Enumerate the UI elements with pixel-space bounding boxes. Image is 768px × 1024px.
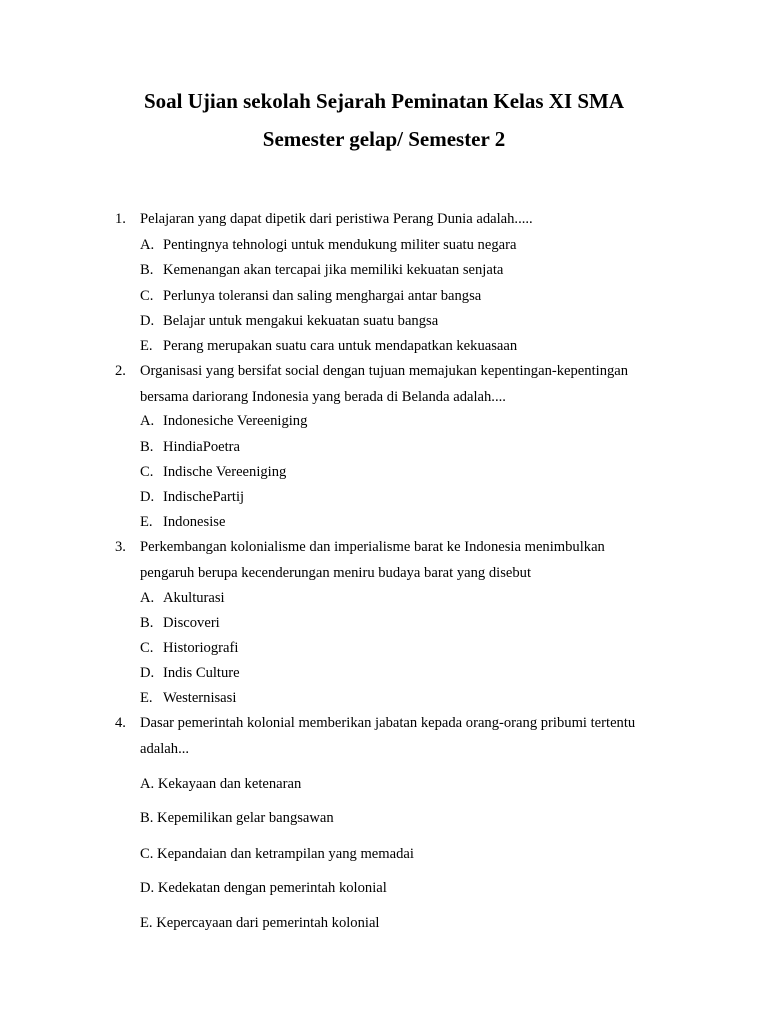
option-letter: D. bbox=[140, 313, 155, 329]
document-title: Soal Ujian sekolah Sejarah Peminatan Kelas XI SMA bbox=[143, 89, 625, 113]
option-text: Historiografi bbox=[163, 640, 239, 656]
option-text: Kemenangan akan tercapai jika memiliki kekuatan senjata bbox=[163, 262, 504, 278]
option-text: Perlunya toleransi dan saling menghargai antar bangsa bbox=[163, 288, 482, 304]
option-text: Westernisasi bbox=[163, 690, 237, 706]
document-subtitle: Semester gelap/ Semester 2 bbox=[262, 127, 506, 151]
option-text: D. Kedekatan dengan pemerintah kolonial bbox=[140, 880, 387, 896]
option-text: Perang merupakan suatu cara untuk mendapatkan kekuasaan bbox=[163, 338, 518, 354]
question-number: 4. bbox=[115, 715, 126, 731]
option-text: Akulturasi bbox=[163, 590, 225, 606]
question-text: Organisasi yang bersifat social dengan tujuan memajukan kepentingan-kepentingan bbox=[140, 363, 629, 379]
option-text: Belajar untuk mengakui kekuatan suatu bangsa bbox=[163, 313, 439, 329]
option-letter: B. bbox=[140, 439, 154, 455]
option-letter: B. bbox=[140, 615, 154, 631]
option-letter: C. bbox=[140, 288, 154, 304]
option-letter: D. bbox=[140, 489, 155, 505]
option-letter: A. bbox=[140, 413, 155, 429]
option-letter: E. bbox=[140, 338, 153, 354]
question-text-continued: pengaruh berupa kecenderungan meniru budaya barat yang disebut bbox=[140, 565, 532, 581]
question-number: 3. bbox=[115, 539, 126, 555]
option-text: Pentingnya tehnologi untuk mendukung militer suatu negara bbox=[163, 237, 517, 253]
option-text: HindiaPoetra bbox=[163, 439, 241, 455]
option-letter: A. bbox=[140, 590, 155, 606]
question-number: 2. bbox=[115, 363, 126, 379]
question-text-continued: adalah... bbox=[140, 741, 190, 757]
option-letter: B. bbox=[140, 262, 154, 278]
question-text: Dasar pemerintah kolonial memberikan jabatan kepada orang-orang pribumi tertentu bbox=[140, 715, 636, 731]
question-number: 1. bbox=[115, 211, 126, 227]
option-text: C. Kepandaian dan ketrampilan yang memadai bbox=[140, 846, 414, 862]
option-letter: E. bbox=[140, 514, 153, 530]
option-text: B. Kepemilikan gelar bangsawan bbox=[140, 810, 334, 826]
option-text: Indis Culture bbox=[163, 665, 240, 681]
question-text: Perkembangan kolonialisme dan imperialisme barat ke Indonesia menimbulkan bbox=[140, 539, 605, 555]
option-text: A. Kekayaan dan ketenaran bbox=[140, 776, 302, 792]
option-letter: C. bbox=[140, 464, 154, 480]
option-text: Indonesiche Vereeniging bbox=[163, 413, 308, 429]
question-text: Pelajaran yang dapat dipetik dari peristiwa Perang Dunia adalah..... bbox=[140, 211, 533, 227]
option-letter: D. bbox=[140, 665, 155, 681]
option-text: Discoveri bbox=[163, 615, 220, 631]
option-text: Indische Vereeniging bbox=[163, 464, 287, 480]
option-text: Indonesise bbox=[163, 514, 226, 530]
option-letter: E. bbox=[140, 690, 153, 706]
option-text: E. Kepercayaan dari pemerintah kolonial bbox=[140, 915, 380, 931]
option-text: IndischePartij bbox=[163, 489, 245, 505]
option-letter: C. bbox=[140, 640, 154, 656]
question-text-continued: bersama dariorang Indonesia yang berada di Belanda adalah.... bbox=[140, 389, 506, 405]
option-letter: A. bbox=[140, 237, 155, 253]
